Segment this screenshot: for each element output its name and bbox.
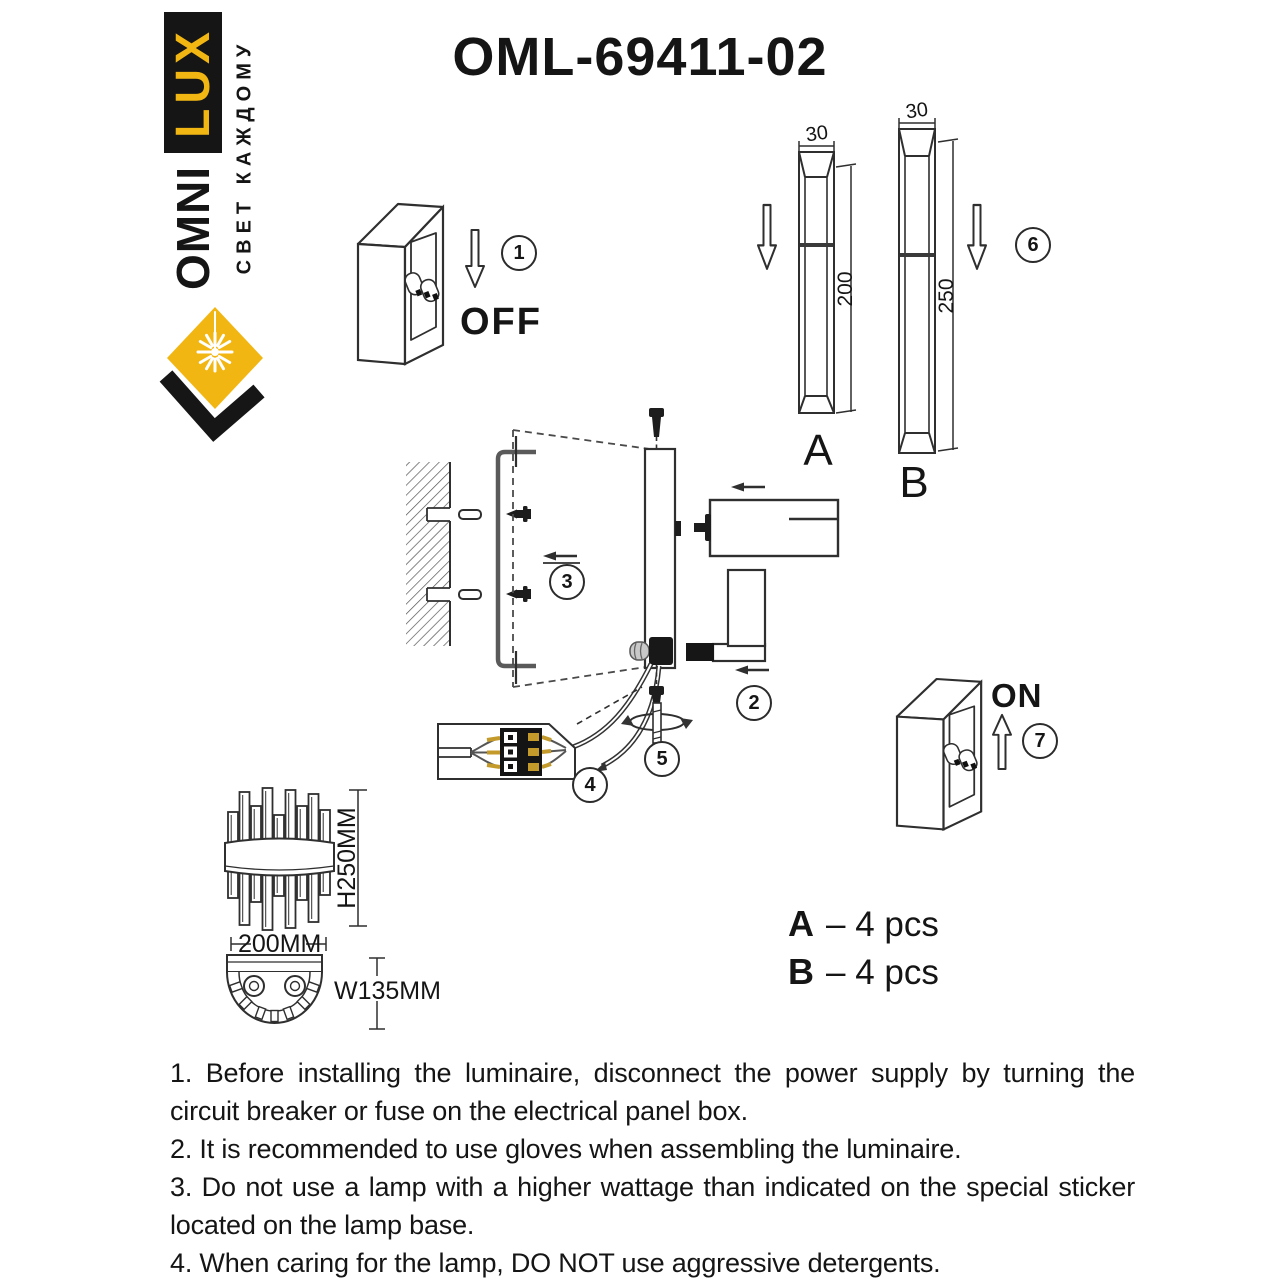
part-a-label: A — [803, 426, 833, 475]
step3-wall-mount-diagram — [406, 430, 657, 687]
callout-step-3: 3 — [549, 564, 585, 600]
parts-quantity-list — [788, 903, 939, 999]
brand-lux-text: LUX — [166, 27, 220, 138]
brand-omni-text: OMNI — [167, 165, 220, 291]
step2-driver-diagram — [686, 483, 838, 675]
off-label: OFF — [460, 301, 542, 343]
instruction-1: 1. Before installing the luminaire, disconnect the power supply by turning the circuit breaker or fuse on the electrical panel box. — [170, 1058, 1135, 1126]
part-a-length-dim: 200 — [834, 271, 857, 307]
parts-list-row-a — [788, 903, 939, 951]
depth-dimension: W135MM — [334, 977, 441, 1005]
brand-diamond-icon — [166, 307, 263, 430]
part-b-width-dim: 30 — [904, 98, 930, 124]
page-title: OML-69411-02 — [452, 27, 828, 87]
part-b-name: B — [788, 951, 814, 992]
part-a-name: A — [788, 903, 814, 944]
part-a-qty: – 4 pcs — [826, 905, 939, 944]
part-b-qty: – 4 pcs — [826, 953, 939, 992]
callout-step-6: 6 — [1015, 227, 1051, 263]
height-dimension: H250MM — [332, 807, 361, 909]
callout-step-2: 2 — [736, 685, 772, 721]
backplate-assembly-diagram — [573, 408, 693, 772]
callout-step-7: 7 — [1022, 723, 1058, 759]
step4-terminal-block-diagram — [438, 687, 642, 779]
part-b-label: B — [899, 458, 929, 507]
brand-tagline — [227, 6, 263, 306]
callout-step-4: 4 — [572, 767, 608, 803]
callout-step-5: 5 — [644, 741, 680, 777]
instruction-2: 2. It is recommended to use gloves when assembling the luminaire. — [170, 1134, 962, 1164]
callout-step-1: 1 — [501, 235, 537, 271]
width-dimension: 200MM — [238, 930, 322, 958]
safety-instructions — [170, 1054, 1135, 1280]
part-b-length-dim: 250 — [935, 278, 958, 314]
brand-lux-box — [164, 12, 222, 153]
instruction-3: 3. Do not use a lamp with a higher wattage than indicated on the special sticker located on the lamp base. — [170, 1172, 1135, 1240]
part-a-width-dim: 30 — [804, 121, 830, 147]
instruction-4: 4. When caring for the lamp, DO NOT use aggressive detergents. — [170, 1248, 941, 1278]
parts-list-row-b — [788, 951, 939, 999]
on-label: ON — [991, 677, 1043, 714]
brand-tagline-text: СВЕТ КАЖДОМУ — [233, 38, 256, 274]
brand-omni — [164, 153, 222, 303]
